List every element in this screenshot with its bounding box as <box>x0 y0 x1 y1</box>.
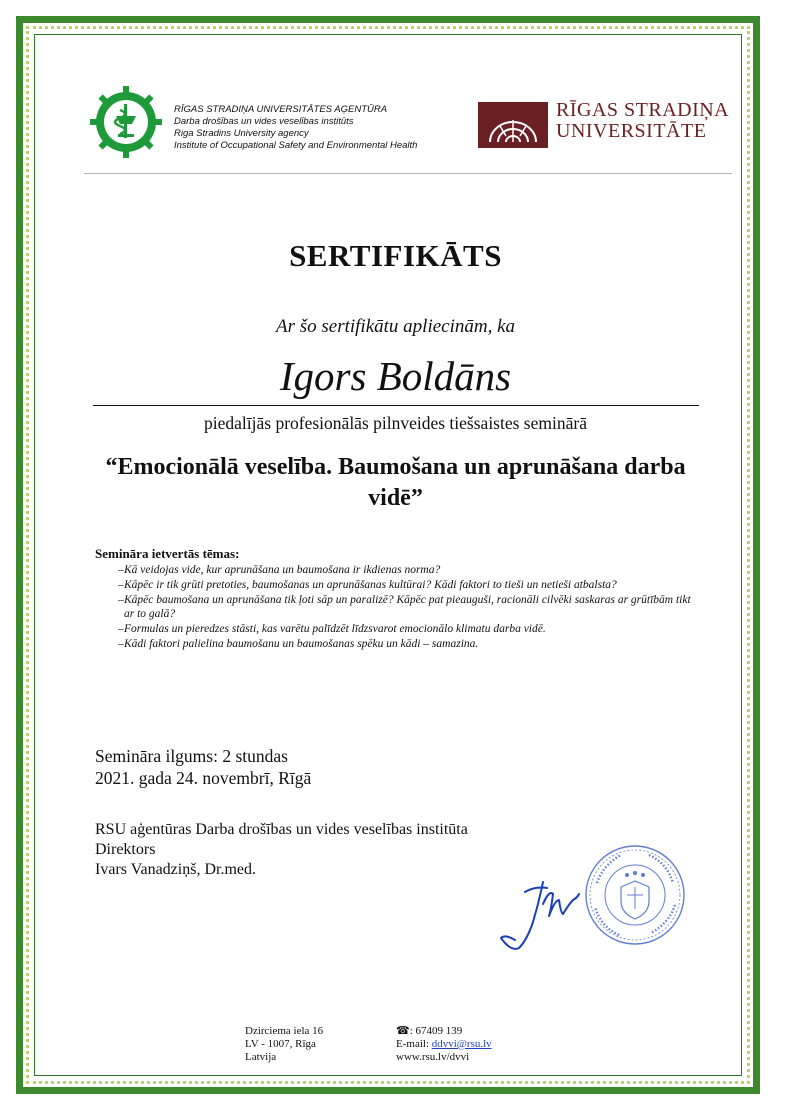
handwritten-signature <box>495 874 585 954</box>
letterhead <box>90 86 740 162</box>
institute-logo <box>90 86 162 158</box>
official-stamp <box>583 843 687 947</box>
email-link[interactable]: ddvvi@rsu.lv <box>431 1038 492 1050</box>
list-item: – Kāpēc ir tik grūti pretoties, baumošanas un aprunāšanas kultūrai? Kādi faktori to tieši un netieši atbalsta? <box>118 579 617 591</box>
seminar-duration: Semināra ilgums: 2 stundas <box>95 746 288 766</box>
header-divider <box>84 173 732 174</box>
name-underline <box>93 405 699 406</box>
signer-block <box>95 820 468 880</box>
footer-contacts <box>396 1025 492 1064</box>
list-item: – Kā veidojas vide, kur aprunāšana un baumošana ir ikdienas norma? <box>118 564 441 576</box>
topics-heading: Semināra ietvertās tēmas: <box>95 546 240 561</box>
list-item: – Kādi faktori palielina baumošanu un baumošanas spēku un kādi – samazina. <box>118 637 479 650</box>
seminar-details <box>95 745 311 789</box>
list-item: – Kāpēc baumošana un aprunāšana tik ļoti sāp un paralizē? Kāpēc pat pieauguši, racionāli cilvēki saskaras ar grūtībām tikt ar to galā? <box>118 594 691 620</box>
signer-name: Ivars Vanadziņš, Dr.med. <box>95 861 256 878</box>
topics-list <box>95 564 695 651</box>
signer-organization: RSU aģentūras Darba drošības un vides veselības institūta <box>95 821 468 838</box>
recipient-name: Igors Boldāns <box>279 353 512 399</box>
footer-website[interactable]: www.rsu.lv/dvvi <box>396 1051 470 1063</box>
rsu-logo <box>478 102 548 148</box>
university-name: RĪGAS STRADIŅA UNIVERSITĀTE <box>556 99 730 142</box>
seminar-date-place: 2021. gada 24. novembrī, Rīgā <box>95 768 312 788</box>
certificate-title: SERTIFIKĀTS <box>289 238 502 273</box>
certificate-intro: Ar šo sertifikātu apliecinām, ka <box>275 316 516 337</box>
topics-section <box>95 546 695 653</box>
footer-phone: ☎: 67409 139 <box>396 1025 463 1037</box>
institute-name: RĪGAS STRADIŅA UNIVERSITĀTES AĢENTŪRA Darba drošības un vides veselības institūts Riga Stradins University agency Institute of Occupational Safety and Environmental Health <box>174 104 418 151</box>
participation-text: piedalījās profesionālās pilnveides tiešsaistes seminārā <box>204 413 587 433</box>
seminar-title: “Emocionālā veselība. Baumošana un aprunāšana darba vidē” <box>105 454 686 511</box>
footer-email: E-mail: ddvvi@rsu.lv <box>396 1038 492 1050</box>
phone-icon: ☎ <box>396 1025 410 1037</box>
signer-position: Direktors <box>95 841 156 858</box>
list-item: – Formulas un pieredzes stāsti, kas varētu palīdzēt līdzsvarot emocionālo klimatu darba vidē. <box>118 622 546 635</box>
footer-address: Dzirciema iela 16 LV - 1007, Rīga Latvija <box>245 1025 324 1063</box>
